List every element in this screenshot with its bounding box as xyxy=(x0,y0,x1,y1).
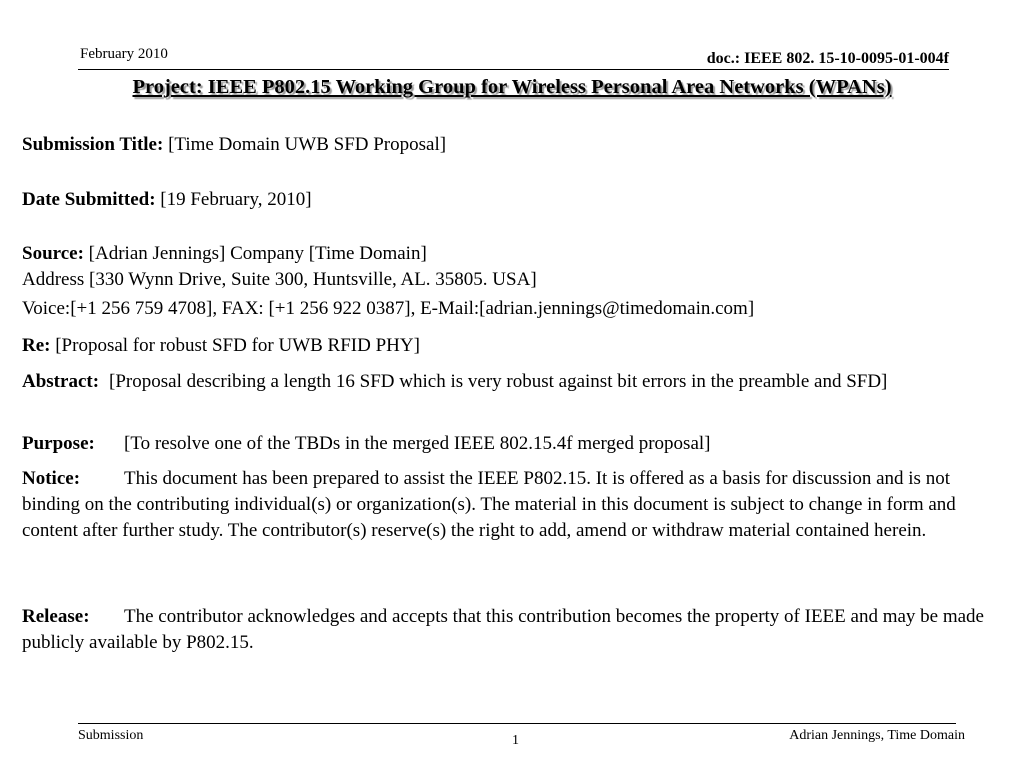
purpose-row xyxy=(22,431,710,457)
submission-title-row xyxy=(22,132,446,158)
notice-value: This document has been prepared to assist the IEEE P802.15. It is offered as a basis for discussion and is not binding on the contributing individual(s) or organization(s). The material in this document is subject to change in form and content after further study. The contributor(s) reserve(s) the right to add, amend or withdraw material contained herein. xyxy=(22,468,956,541)
footer-divider xyxy=(78,723,956,724)
abstract-label: Abstract: xyxy=(22,371,100,392)
project-title: Project: IEEE P802.15 Working Group for Wireless Personal Area Networks (WPANs) xyxy=(132,76,892,98)
page-number: 1 xyxy=(512,733,519,748)
source-row xyxy=(22,241,427,267)
re-label: Re: xyxy=(22,335,51,356)
notice-row xyxy=(22,466,1012,544)
re-row xyxy=(22,333,420,359)
re-value: [Proposal for robust SFD for UWB RFID PHY] xyxy=(50,335,420,356)
source-label: Source: xyxy=(22,243,84,264)
date-submitted-label: Date Submitted: xyxy=(22,189,156,210)
purpose-value: [To resolve one of the TBDs in the merged IEEE 802.15.4f merged proposal] xyxy=(124,433,711,454)
submission-title-value: [Time Domain UWB SFD Proposal] xyxy=(163,134,447,155)
footer-author: Adrian Jennings, Time Domain xyxy=(789,728,965,743)
date-submitted-row xyxy=(22,187,312,213)
source-value: [Adrian Jennings] Company [Time Domain] xyxy=(83,243,427,264)
footer-submission: Submission xyxy=(78,728,144,743)
source-contact: Voice:[+1 256 759 4708], FAX: [+1 256 922 0387], E-Mail:[adrian.jennings@timedomain.com] xyxy=(22,298,755,319)
header-divider xyxy=(78,69,949,70)
submission-title-label: Submission Title: xyxy=(22,134,164,155)
date-submitted-value: [19 February, 2010] xyxy=(155,189,312,210)
abstract-row xyxy=(22,369,1012,395)
document-id: doc.: IEEE 802. 15-10-0095-01-004f xyxy=(706,50,949,67)
release-label: Release: xyxy=(22,606,90,627)
header-date: February 2010 xyxy=(80,46,168,62)
purpose-label: Purpose: xyxy=(22,433,95,454)
release-row xyxy=(22,604,1012,656)
release-value: The contributor acknowledges and accepts that this contribution becomes the property of IEEE and may be made publicly available by P802.15. xyxy=(22,606,984,653)
source-address: Address [330 Wynn Drive, Suite 300, Huntsville, AL. 35805. USA] xyxy=(22,269,537,290)
abstract-value: [Proposal describing a length 16 SFD which is very robust against bit errors in the preamble and SFD] xyxy=(109,371,888,392)
notice-label: Notice: xyxy=(22,468,81,489)
